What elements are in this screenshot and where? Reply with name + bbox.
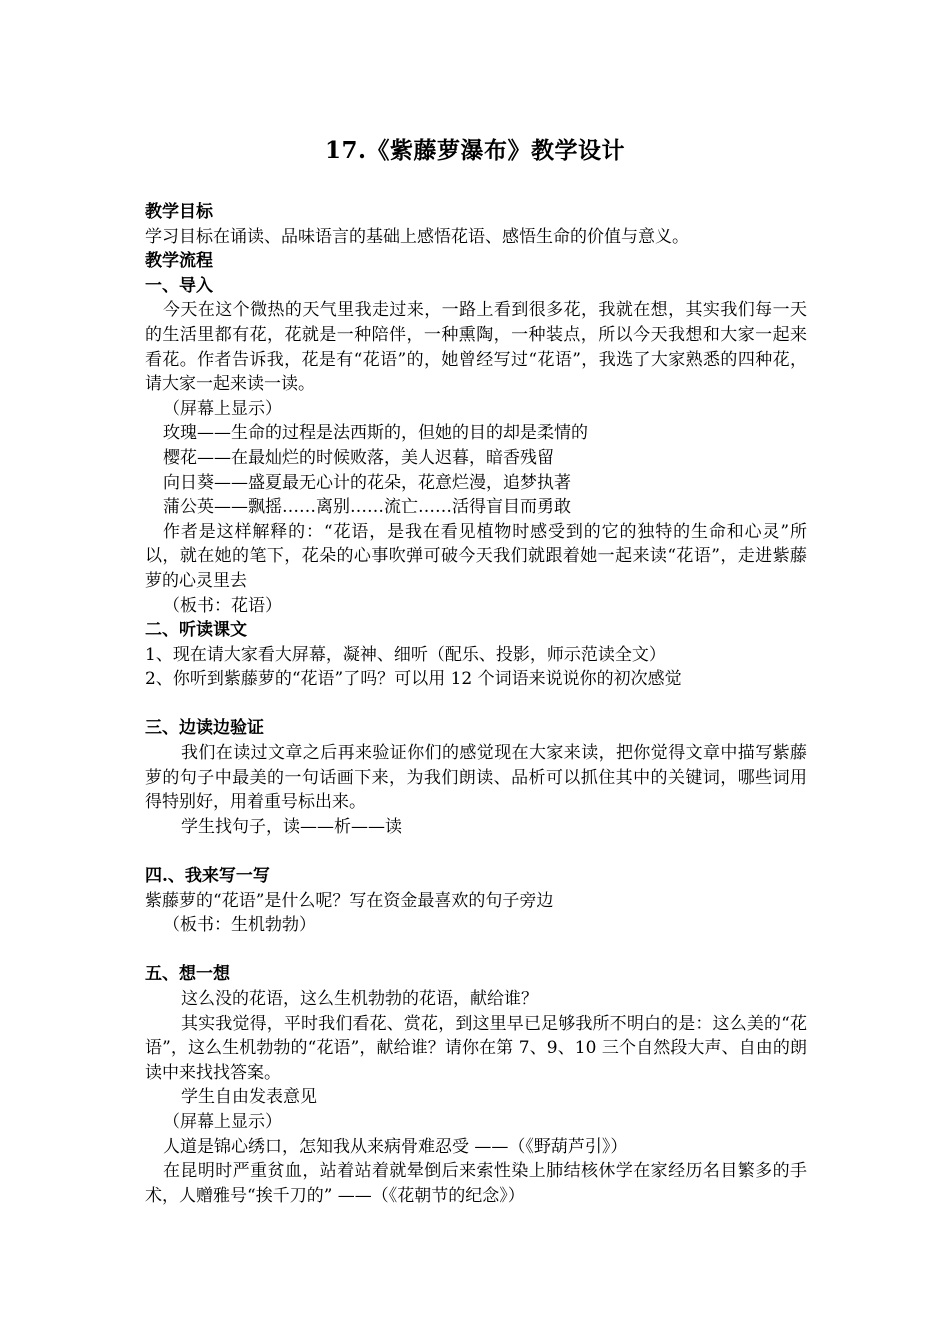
flower-line-rose: 玫瑰——生命的过程是法西斯的，但她的目的却是柔情的: [163, 423, 588, 444]
section-5-line-2: 学生自由发表意见: [181, 1087, 317, 1108]
section-3-paragraph: 我们在读过文章之后再来验证你们的感觉现在大家来读，把你觉得文章中描写紫藤萝的句子中最美的一句话画下来，为我们朗读、品析可以抓住其中的关键词，哪些词用得特别好，用着重号标出来。: [145, 743, 807, 813]
section-1-paragraph-2: 作者是这样解释的：“花语，是我在看见植物时感受到的它的独特的生命和心灵”所以，就在她的笔下，花朵的心事吹弹可破今天我们就跟着她一起来读“花语”，走进紫藤萝的心灵里去: [145, 521, 807, 591]
spacer: [145, 692, 807, 717]
board-note-2: （板书：生机勃勃）: [163, 915, 316, 936]
section-1-paragraph: 今天在这个微热的天气里我走过来，一路上看到很多花，我就在想，其实我们每一天的生活里都有花，花就是一种陪伴，一种熏陶，一种装点，所以今天我想和大家一起来看花。作者告诉我，花是有“花语”的，她曾经写过“花语”，我选了大家熟悉的四种花，请大家一起来读一读。: [145, 300, 807, 395]
section-1-heading: 一、导入: [145, 275, 213, 296]
heading-teaching-flow: 教学流程: [145, 251, 213, 272]
quote-1: 人道是锦心绣口，怎知我从来病骨难忍受 ——（《野葫芦引》）: [163, 1136, 628, 1157]
screen-note: （屏幕上显示）: [163, 398, 282, 419]
section-2-item-2: 2、你听到紫藤萝的“花语”了吗？可以用 12 个词语来说说你的初次感觉: [145, 669, 682, 690]
document-body: [145, 200, 807, 1208]
document-title: 17.《紫藤萝瀑布》教学设计: [324, 137, 625, 164]
section-3-line: 学生找句子，读——析——读: [181, 816, 402, 837]
goal-text: 学习目标在诵读、品味语言的基础上感悟花语、感悟生命的价值与意义。: [145, 226, 689, 247]
section-3-heading: 三、边读边验证: [145, 718, 264, 739]
board-note: （板书：花语）: [163, 595, 282, 616]
screen-note-2: （屏幕上显示）: [163, 1111, 282, 1132]
flower-line-sunflower: 向日葵——盛夏最无心计的花朵，花意烂漫，追梦执著: [163, 472, 571, 493]
section-2-item-1: 1、现在请大家看大屏幕，凝神、细听（配乐、投影，师示范读全文）: [145, 644, 666, 665]
spacer: [145, 839, 807, 864]
spacer: [145, 938, 807, 963]
quote-2: 在昆明时严重贫血，站着站着就晕倒后来索性染上肺结核休学在家经历名目繁多的手术，人赠雅号“挨千刀的” ——（《花朝节的纪念》）: [145, 1161, 807, 1206]
section-2-heading: 二、听读课文: [145, 620, 247, 641]
flower-line-dandelion: 蒲公英——飘摇……离别……流亡……活得盲目而勇敢: [163, 497, 571, 518]
section-4-heading: 四.、我来写一写: [145, 866, 270, 887]
heading-teaching-goal: 教学目标: [145, 202, 213, 222]
section-5-paragraph: 其实我觉得，平时我们看花、赏花，到这里早已足够我所不明白的是：这么美的“花语”，这么生机勃勃的“花语”，献给谁？请你在第 7、9、10 三个自然段大声、自由的朗读中来找找答案。: [145, 1013, 807, 1083]
section-4-line: 紫藤萝的“花语”是什么呢？写在资金最喜欢的句子旁边: [145, 890, 554, 911]
section-5-heading: 五、想一想: [145, 964, 230, 985]
section-5-line-1: 这么没的花语，这么生机勃勃的花语，献给谁？: [181, 989, 538, 1009]
flower-line-sakura: 樱花——在最灿烂的时候败落，美人迟暮，暗香残留: [163, 447, 554, 468]
